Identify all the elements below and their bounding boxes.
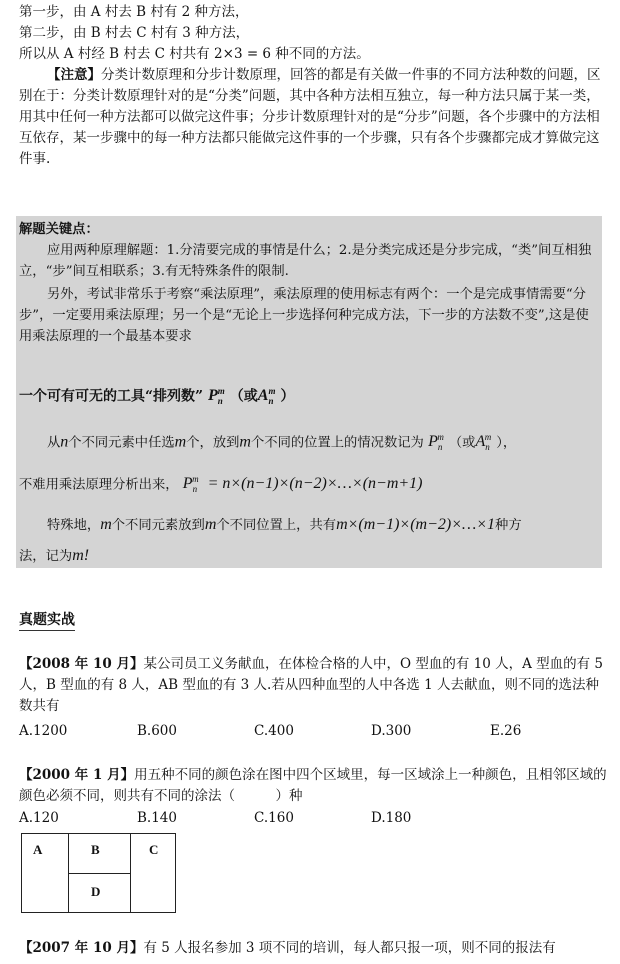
step-line-1: 第一步，由 A 村去 B 村有 2 种方法， [19, 4, 249, 20]
question-1-label: 【2008 年 10 月】 [19, 656, 144, 672]
note-paragraph [19, 65, 608, 170]
question-1 [19, 654, 608, 717]
question-3 [19, 938, 608, 959]
tool-title-or: （或 [229, 388, 258, 405]
factorial-formula: m×(m−1)×(m−2)×…×1 [336, 516, 496, 533]
factorial-notation: 法，记为m! [19, 547, 90, 564]
keypoints-para-2: 另外，考试非常乐于考察“乘法原理”，乘法原理的使用标志有两个：一个是完成事情需要“分步”，一定要用乘法原理；另一个是“无论上一步选择何种完成方法，下一步的方法数不变”,这是使用乘法原理的一个最基本要求 [19, 287, 589, 344]
q2-option-d: D.180 [371, 810, 412, 826]
perm-definition: 从n个不同元素中任选m个，放到m个不同的位置上的情况数记为 $P_n^m$ （或$A_n^m$ ）， [47, 432, 517, 453]
perm-symbol-p: $P_n^m$ [207, 386, 225, 407]
region-b-label: B [91, 842, 100, 857]
tool-title [19, 381, 598, 413]
step-conclusion: 所以从 A 村经 B 村去 C 村共有 2×3 = 6 种不同的方法。 [19, 46, 370, 62]
perm-formula: $P_n^m$ = n×(n−1)×(n−2)×…×(n−m+1) [182, 474, 423, 495]
q1-option-a: A.1200 [19, 723, 68, 739]
question-2 [19, 765, 608, 807]
perm-symbol-a: $A_n^m$ [257, 386, 276, 407]
question-3-label: 【2007 年 10 月】 [19, 940, 144, 956]
region-a-label: A [33, 842, 43, 857]
region-diagram [21, 833, 176, 913]
step-line-2: 第二步，由 B 村去 C 村有 3 种方法， [19, 25, 250, 41]
q2-option-a: A.120 [19, 810, 59, 826]
region-divider-3 [68, 873, 130, 874]
region-d-label: D [91, 884, 101, 899]
keypoints-title: 解题关键点： [19, 222, 99, 237]
note-label: 【注意】 [47, 67, 101, 83]
perm-a-inline: $A_n^m$ [475, 432, 492, 453]
perm-formula-line: 不难用乘法原理分析出来， $P_n^m$ = n×(n−1)×(n−2)×…×(n−m+1) [19, 474, 423, 495]
question-2-text: 用五种不同的颜色涂在图中四个区域里，每一区域涂上一种颜色，且相邻区域的颜色必须不同，则共有不同的涂法（ ）种 [19, 767, 607, 804]
q1-option-d: D.300 [371, 723, 412, 739]
q2-option-c: C.160 [254, 810, 294, 826]
tool-title-text: 一个可有可无的工具“排列数” [19, 388, 204, 405]
question-2-label: 【2000 年 1 月】 [19, 767, 135, 783]
section-title: 真题实战 [19, 609, 75, 631]
q1-option-e: E.26 [490, 723, 522, 739]
factorial-line: 特殊地，m个不同元素放到m个不同位置上，共有m×(m−1)×(m−2)×…×1种方 [47, 516, 522, 533]
perm-p-inline: $P_n^m$ [428, 432, 444, 453]
region-divider-2 [130, 834, 131, 912]
tool-title-close: ） [280, 388, 295, 405]
q1-option-c: C.400 [254, 723, 294, 739]
question-1-text: 某公司员工义务献血，在体检合格的人中，O 型血的有 10 人，A 型血的有 5 人，B 型血的有 8 人，AB 型血的有 3 人.若从四种血型的人中各选 1 人去献血，则不同的选法种数共有 [19, 656, 608, 714]
q1-option-b: B.600 [137, 723, 177, 739]
region-c-label: C [149, 842, 159, 857]
q2-option-b: B.140 [137, 810, 177, 826]
question-3-text: 有 5 人报名参加 3 项不同的培训，每人都只报一项，则不同的报法有 [143, 940, 556, 956]
note-text: 分类计数原理和分步计数原理，回答的都是有关做一件事的不同方法种数的问题，区别在于：分类计数原理针对的是“分类”问题，其中各种方法相互独立，每一种方法只属于某一类，用其中任何一种方法都可以做完这件事；分步计数原理针对的是“分步”问题，各个步骤中的方法相互依存，某一步骤中的每一种方法都只能做完这件事的一个步骤，只有各个步骤都完成才算做完这件事. [19, 67, 601, 167]
keypoints-para-1: 应用两种原理解题：1.分清要完成的事情是什么；2.是分类完成还是分步完成，“类”间互相独立，“步”间互相联系；3.有无特殊条件的限制. [19, 243, 592, 279]
